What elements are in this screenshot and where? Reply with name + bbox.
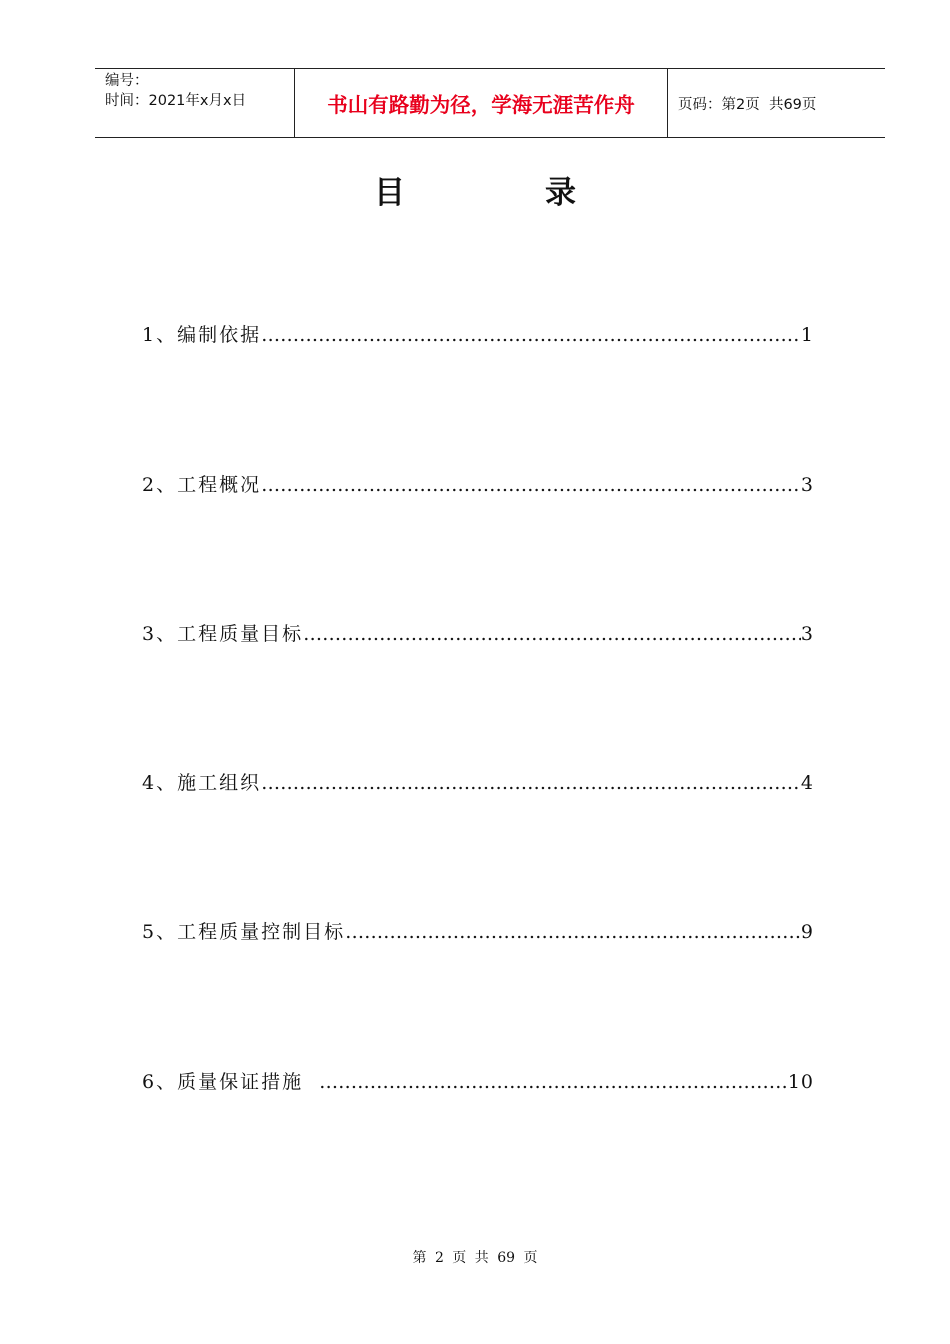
title-char-1: 目 (374, 175, 405, 211)
toc-dot-leader (261, 474, 801, 496)
toc-entry-label: 3、工程质量目标 (142, 623, 304, 645)
toc-entry-page: 9 (800, 921, 814, 943)
toc-entry-2[interactable] (142, 470, 814, 498)
toc-dot-leader (261, 772, 801, 794)
toc-entry-page: 3 (800, 623, 814, 645)
toc-entry-label: 5、工程质量控制目标 (142, 921, 346, 943)
toc-dot-leader (261, 324, 801, 346)
toc-entry-page: 4 (800, 772, 814, 794)
page-title (0, 167, 950, 212)
toc-entry-label: 4、施工组织 (142, 772, 262, 794)
header-page-info: 页码：第2页 共69页 (678, 96, 817, 113)
header-motto: 书山有路勤为径，学海无涯苦作舟 (295, 69, 668, 137)
toc-entry-label: 2、工程概况 (142, 474, 262, 496)
toc-entry-label: 6、质量保证措施 (142, 1071, 320, 1093)
toc-entry-6[interactable] (142, 1067, 814, 1095)
page-header (95, 68, 885, 138)
page-footer: 第 2 页 共 69 页 (412, 1250, 538, 1266)
toc-dot-leader (345, 921, 801, 943)
toc-entry-page: 10 (787, 1071, 814, 1093)
toc-entry-page: 1 (800, 324, 814, 346)
toc-entry-label: 1、编制依据 (142, 324, 262, 346)
time-label: 时间：2021年x月x日 (105, 93, 247, 109)
number-label: 编号： (105, 73, 149, 89)
header-meta (95, 69, 295, 137)
title-char-2: 录 (545, 175, 576, 211)
toc-entry-5[interactable] (142, 917, 814, 945)
toc-entry-1[interactable] (142, 320, 814, 348)
toc-entry-4[interactable] (142, 768, 814, 796)
toc-entry-3[interactable] (142, 619, 814, 647)
toc-entry-page: 3 (800, 474, 814, 496)
toc-dot-leader (319, 1071, 788, 1093)
toc-dot-leader (303, 623, 801, 645)
